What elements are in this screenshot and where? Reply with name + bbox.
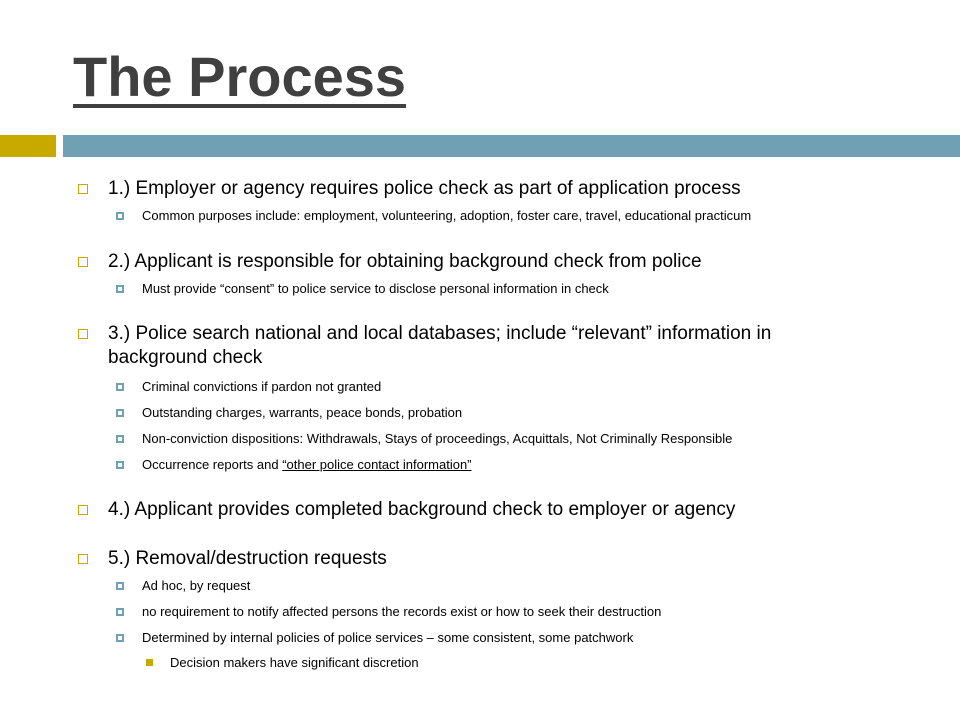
sub-bullet-text: Determined by internal policies of police services – some consistent, some patchwork xyxy=(142,630,634,645)
sub-bullet-text-lead: Occurrence reports and xyxy=(142,457,283,472)
sub-bullet-5-1 xyxy=(116,578,896,594)
bullet-text: 3.) Police search national and local databases; include “relevant” information in background check xyxy=(108,323,772,368)
square-bullet-icon xyxy=(116,608,124,616)
bullet-item-3 xyxy=(78,322,868,370)
sub-bullet-text: Ad hoc, by request xyxy=(142,578,251,593)
square-bullet-icon xyxy=(116,461,124,469)
sub-bullet-5-2 xyxy=(116,604,896,620)
hollow-square-bullet-icon xyxy=(78,329,88,339)
bullet-item-4 xyxy=(78,498,878,522)
slide-title: The Process xyxy=(73,45,407,108)
square-bullet-icon xyxy=(116,285,124,293)
sub-bullet-text: Must provide “consent” to police service to disclose personal information in check xyxy=(142,281,609,296)
sub-sub-bullet-text: Decision makers have significant discretion xyxy=(170,655,419,670)
square-bullet-icon xyxy=(116,409,124,417)
hollow-square-bullet-icon xyxy=(78,257,88,267)
sub-bullet-3-3 xyxy=(116,431,896,447)
bullet-text: 5.) Removal/destruction requests xyxy=(108,548,387,569)
filled-square-bullet-icon xyxy=(146,659,153,666)
bullet-text: 2.) Applicant is responsible for obtaining background check from police xyxy=(108,251,702,272)
bullet-item-1 xyxy=(78,177,878,201)
sub-bullet-text: Non-conviction dispositions: Withdrawals, Stays of proceedings, Acquittals, Not Criminally Responsible xyxy=(142,431,733,446)
sub-bullet-5-3 xyxy=(116,630,896,646)
sub-bullet-3-4 xyxy=(116,457,896,473)
square-bullet-icon xyxy=(116,634,124,642)
bullet-item-2 xyxy=(78,250,878,274)
hollow-square-bullet-icon xyxy=(78,184,88,194)
square-bullet-icon xyxy=(116,383,124,391)
bullet-text: 4.) Applicant provides completed background check to employer or agency xyxy=(108,499,736,520)
sub-bullet-1-1 xyxy=(116,208,896,224)
square-bullet-icon xyxy=(116,582,124,590)
sub-bullet-text: Criminal convictions if pardon not granted xyxy=(142,379,382,394)
sub-bullet-text xyxy=(142,457,896,473)
sub-bullet-text: Outstanding charges, warrants, peace bonds, probation xyxy=(142,405,463,420)
square-bullet-icon xyxy=(116,212,124,220)
sub-bullet-3-1 xyxy=(116,379,896,395)
bullet-item-5 xyxy=(78,547,878,571)
bullet-text: 1.) Employer or agency requires police check as part of application process xyxy=(108,178,741,199)
sub-sub-bullet-5-3-1 xyxy=(146,655,846,671)
sub-bullet-text: Common purposes include: employment, volunteering, adoption, foster care, travel, educational practicum xyxy=(142,208,752,223)
sub-bullet-2-1 xyxy=(116,281,896,297)
hollow-square-bullet-icon xyxy=(78,554,88,564)
square-bullet-icon xyxy=(116,435,124,443)
sub-bullet-3-2 xyxy=(116,405,896,421)
other-police-contact-link: “other police contact information” xyxy=(282,457,472,472)
hollow-square-bullet-icon xyxy=(78,505,88,515)
sub-bullet-text: no requirement to notify affected persons the records exist or how to seek their destruction xyxy=(142,604,662,619)
